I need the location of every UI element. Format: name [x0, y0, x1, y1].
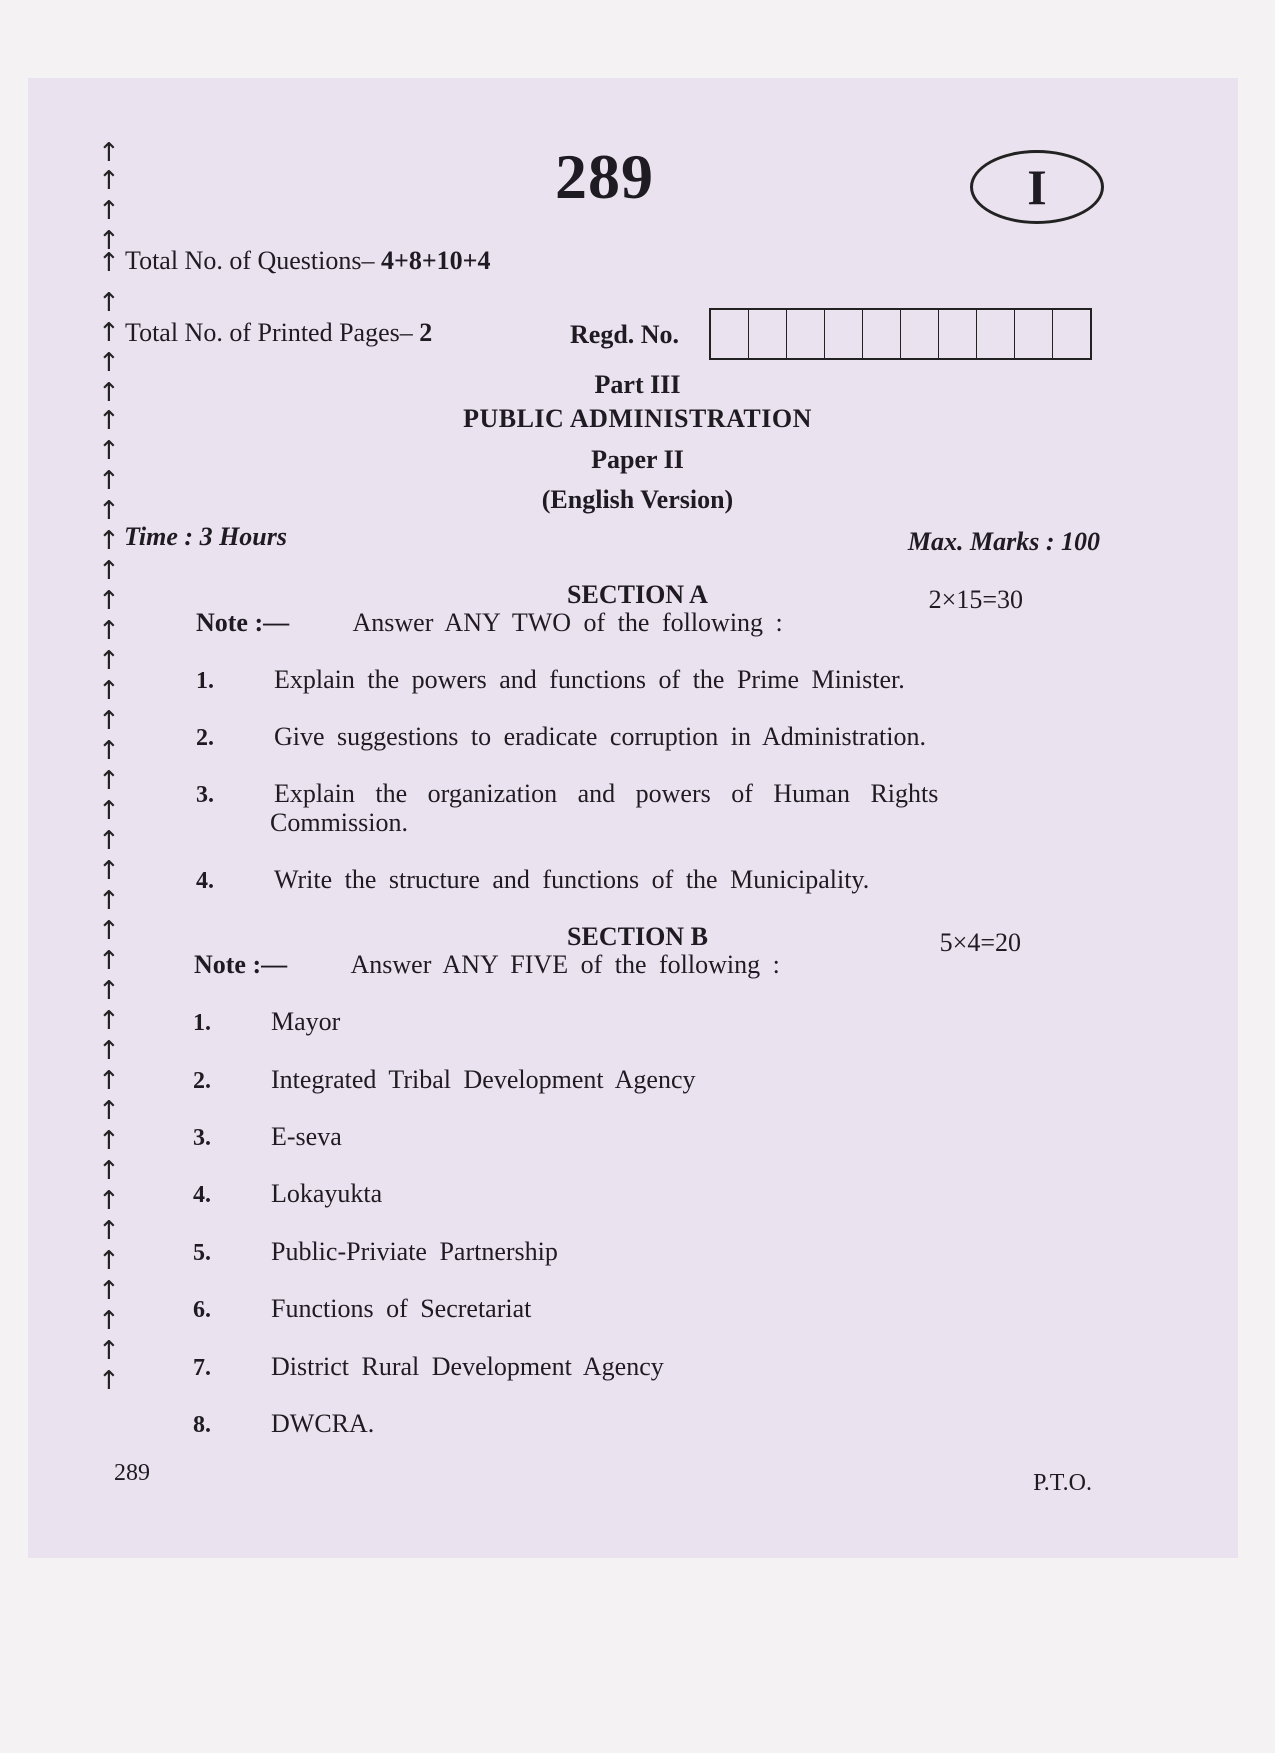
arrow-up-icon: ↑	[98, 318, 120, 348]
question-item	[196, 665, 905, 695]
question-number: 3.	[196, 782, 214, 808]
section-a-marks: 2×15=30	[928, 585, 1023, 614]
arrow-up-icon: ↑	[98, 1126, 120, 1156]
note-label: Note :—	[194, 950, 288, 979]
question-text: Write the structure and functions of the Municipality.	[274, 865, 870, 894]
arrow-up-icon: ↑	[98, 166, 120, 196]
regd-digit-box[interactable]	[1014, 310, 1052, 358]
arrow-up-icon: ↑	[98, 496, 120, 526]
regd-no-boxes[interactable]	[709, 308, 1092, 360]
note-text: Answer ANY FIVE of the following :	[350, 950, 780, 979]
arrow-up-icon: ↑	[98, 556, 120, 586]
question-text-continued: Commission.	[270, 808, 408, 837]
question-item	[193, 1294, 531, 1324]
arrow-up-icon: ↑	[98, 646, 120, 676]
arrow-up-icon: ↑	[98, 766, 120, 796]
version-title: (English Version)	[541, 485, 734, 514]
question-item	[196, 779, 938, 809]
arrow-up-icon: ↑	[98, 796, 120, 826]
question-text: Integrated Tribal Development Agency	[271, 1065, 696, 1094]
regd-digit-box[interactable]	[748, 310, 786, 358]
regd-digit-box[interactable]	[938, 310, 976, 358]
arrow-up-icon: ↑	[98, 1216, 120, 1246]
paper-title: Paper II	[591, 445, 684, 474]
arrow-up-icon: ↑	[98, 348, 120, 378]
total-questions-label: Total No. of Questions–	[125, 246, 375, 275]
question-item	[193, 1007, 340, 1037]
arrow-up-icon: ↑	[98, 886, 120, 916]
note-text: Answer ANY TWO of the following :	[352, 608, 783, 637]
question-text: DWCRA.	[271, 1409, 375, 1438]
question-number: 8.	[193, 1412, 211, 1438]
arrow-up-icon: ↑	[98, 706, 120, 736]
section-a-title: SECTION A	[567, 580, 708, 609]
question-number: 6.	[193, 1297, 211, 1323]
question-text: E-seva	[271, 1122, 342, 1151]
section-a-note	[196, 608, 783, 638]
paper-code: 289	[555, 141, 654, 212]
regd-digit-box[interactable]	[862, 310, 900, 358]
arrow-up-icon: ↑	[98, 676, 120, 706]
regd-digit-box[interactable]	[786, 310, 824, 358]
question-item	[196, 865, 869, 895]
arrow-up-icon: ↑	[98, 1306, 120, 1336]
note-label: Note :—	[196, 608, 290, 637]
total-questions	[125, 246, 490, 276]
question-text: Explain the powers and functions of the Prime Minister.	[274, 665, 905, 694]
question-item	[193, 1179, 382, 1209]
question-number: 2.	[193, 1068, 211, 1094]
question-item	[193, 1065, 696, 1095]
footer-page-code: 289	[114, 1460, 150, 1486]
arrow-up-icon: ↑	[98, 378, 120, 408]
arrow-up-icon: ↑	[98, 288, 120, 318]
arrow-up-icon: ↑	[98, 586, 120, 616]
arrow-up-icon: ↑	[98, 248, 120, 278]
question-number: 3.	[193, 1125, 211, 1151]
arrow-up-icon: ↑	[98, 196, 120, 226]
arrow-up-icon: ↑	[98, 436, 120, 466]
question-text: Functions of Secretariat	[271, 1294, 532, 1323]
question-item	[196, 722, 926, 752]
exam-time: Time : 3 Hours	[124, 522, 287, 551]
arrow-up-icon: ↑	[98, 616, 120, 646]
arrow-up-icon: ↑	[98, 1336, 120, 1366]
question-item	[193, 1352, 664, 1382]
arrow-up-icon: ↑	[98, 1066, 120, 1096]
arrow-up-icon: ↑	[98, 1276, 120, 1306]
arrow-up-icon: ↑	[98, 466, 120, 496]
arrow-up-icon: ↑	[98, 916, 120, 946]
question-item	[193, 1122, 342, 1152]
arrow-up-icon: ↑	[98, 1246, 120, 1276]
question-text: Give suggestions to eradicate corruption in Administration.	[274, 722, 926, 751]
regd-digit-box[interactable]	[711, 310, 748, 358]
printed-pages	[125, 318, 432, 348]
regd-digit-box[interactable]	[824, 310, 862, 358]
subject-title: PUBLIC ADMINISTRATION	[463, 404, 812, 433]
question-number: 1.	[193, 1010, 211, 1036]
max-marks: Max. Marks : 100	[907, 527, 1100, 556]
question-text: Lokayukta	[271, 1179, 383, 1208]
arrow-up-icon: ↑	[98, 976, 120, 1006]
question-item	[193, 1237, 558, 1267]
regd-digit-box[interactable]	[976, 310, 1014, 358]
arrow-up-icon: ↑	[98, 1006, 120, 1036]
arrow-up-icon: ↑	[98, 1186, 120, 1216]
arrow-up-icon: ↑	[98, 826, 120, 856]
part-title: Part III	[594, 370, 681, 399]
question-text: District Rural Development Agency	[271, 1352, 664, 1381]
question-text: Explain the organization and powers of Human Rights	[274, 779, 939, 808]
total-questions-value: 4+8+10+4	[381, 246, 491, 275]
section-b-note	[194, 950, 780, 980]
arrow-up-icon: ↑	[98, 1366, 120, 1396]
footer-pto: P.T.O.	[1033, 1470, 1092, 1496]
arrow-up-icon: ↑	[98, 138, 120, 168]
regd-digit-box[interactable]	[900, 310, 938, 358]
question-number: 2.	[196, 725, 214, 751]
regd-no-label: Regd. No.	[570, 320, 680, 349]
question-number: 4.	[196, 868, 214, 894]
question-item	[193, 1409, 374, 1439]
arrow-up-icon: ↑	[98, 946, 120, 976]
arrow-up-icon: ↑	[98, 406, 120, 436]
question-number: 4.	[193, 1182, 211, 1208]
arrow-up-icon: ↑	[98, 1096, 120, 1126]
exam-sheet	[28, 78, 1238, 1558]
question-text: Mayor	[271, 1007, 341, 1036]
arrow-up-icon: ↑	[98, 736, 120, 766]
arrow-up-icon: ↑	[98, 1156, 120, 1186]
arrow-up-icon: ↑	[98, 1036, 120, 1066]
arrow-up-icon: ↑	[98, 526, 120, 556]
regd-digit-box[interactable]	[1052, 310, 1090, 358]
printed-pages-label: Total No. of Printed Pages–	[125, 318, 413, 347]
question-number: 5.	[193, 1240, 211, 1266]
question-number: 7.	[193, 1355, 211, 1381]
version-mark: I	[970, 150, 1104, 224]
printed-pages-value: 2	[419, 318, 433, 347]
section-b-marks: 5×4=20	[939, 928, 1021, 957]
question-number: 1.	[196, 668, 214, 694]
section-b-title: SECTION B	[567, 922, 708, 951]
arrow-up-icon: ↑	[98, 856, 120, 886]
arrow-up-icon: ↑	[98, 226, 120, 256]
question-text: Public-Priviate Partnership	[271, 1237, 558, 1266]
